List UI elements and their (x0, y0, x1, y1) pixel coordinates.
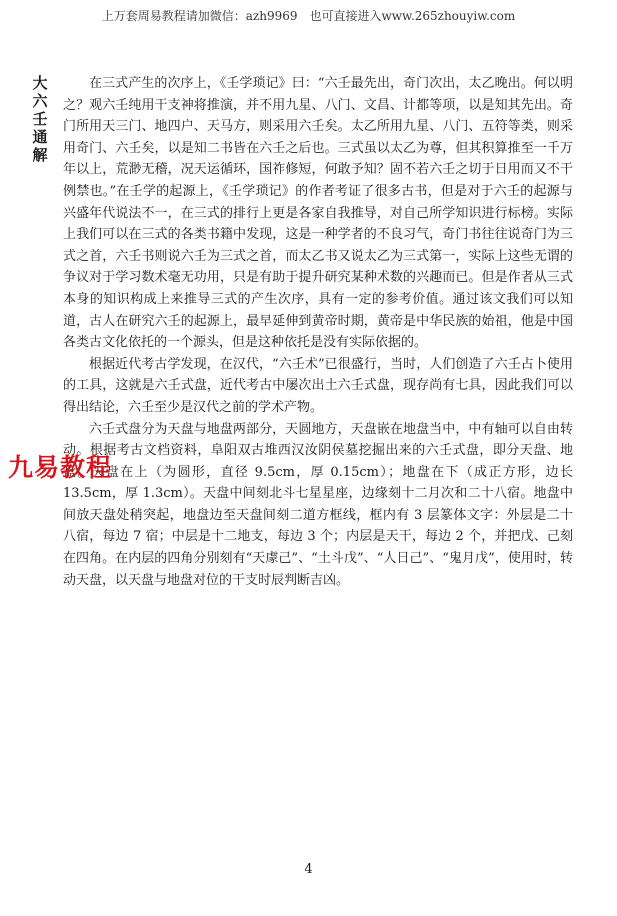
side-title-char: 壬 (32, 110, 48, 128)
red-watermark-logo: 九易教程 (8, 453, 113, 482)
header-watermark: 上万套周易教程请加微信：azh9969 也可直接进入www.265zhouyiw.com (101, 9, 516, 23)
side-title-char: 六 (32, 92, 48, 110)
side-title-char: 通 (32, 128, 48, 146)
paragraph-3: 六壬式盘分为天盘与地盘两部分，天圆地方，天盘嵌在地盘当中，中有轴可以自由转动。根据考古文档资料，阜阳双古堆西汉汝阴侯墓挖掘出来的六壬式盘，即分天盘、地盘。天盘在上（为圆形，直径 9.5cm，厚 0.15cm）；地盘在下（成正方形，边长 13.5cm，厚 1.3cm）。天盘中间刻北斗七星星座，边缘刻十二月次和二十八宿。地盘中间放天盘处稍突起，地盘边至天盘间刻二道方框线，框内有 3 层篆体文字：外层是二十八宿，每边 7 宿；中层是十二地支，每边 3 个；内层是天干，每边 2 个，并把戊、己刻在四角。在内层的四角分别刻有“天豦己”、“土斗戊”、“人日己”、“鬼月戊”，使用时，转动天盘，以天盘与地盘对位的干支时辰判断吉凶。 (63, 421, 573, 588)
page-body (63, 73, 573, 591)
side-title-char: 解 (32, 146, 48, 164)
paragraph-1: 在三式产生的次序上，《壬学琐记》曰：“六壬最先出，奇门次出，太乙晚出。何以明之？观六壬纯用干支神将推演，并不用九星、八门、文昌、计都等项，以是知其先出。奇门所用天三门、地四户、天马方，则采用六壬矣。太乙所用九星、八门、五符等类，则采用奇门、六壬矣，以是知二书皆在六壬之后也。三式虽以太乙为尊，但其积算推至一千万年以上，荒渺无稽，况天运循环，国祚修短，何敢予知？固不若六壬之切于日用而又不干例禁也。”在壬学的起源上，《壬学琐记》的作者考证了很多古书，但是对于六壬的起源与兴盛年代说法不一，在三式的排行上更是各家自我推导，对自己所学知识进行标榜。实际上我们可以在三式的各类书籍中发现，这是一种学者的不良习气，奇门书往往说奇门为三式之首，六壬书则说六壬为三式之首，而太乙书又说太乙为三式第一，实际上这些无谓的争议对于学习数术毫无功用，只是有助于提升研究某种术数的兴趣而已。但是作者从三式本身的知识构成上来推导三式的产生次序，具有一定的参考价值。通过该文我们可以知道，古人在研究六壬的起源上，最早延伸到黄帝时期，黄帝是中华民族的始祖，他是中国各类古文化依托的一个源头，但是这种依托是没有实际依据的。 (63, 76, 573, 351)
side-book-title (32, 74, 48, 164)
paragraph-2: 根据近代考古学发现，在汉代，“六壬术”已很盛行，当时，人们创造了六壬占卜使用的工具，这就是六壬式盘，近代考古中屡次出土六壬式盘，现存尚有七具，因此我们可以得出结论，六壬至少是汉代之前的学术产物。 (63, 356, 573, 415)
side-title-char: 大 (32, 74, 48, 92)
page-number: 4 (304, 862, 313, 877)
